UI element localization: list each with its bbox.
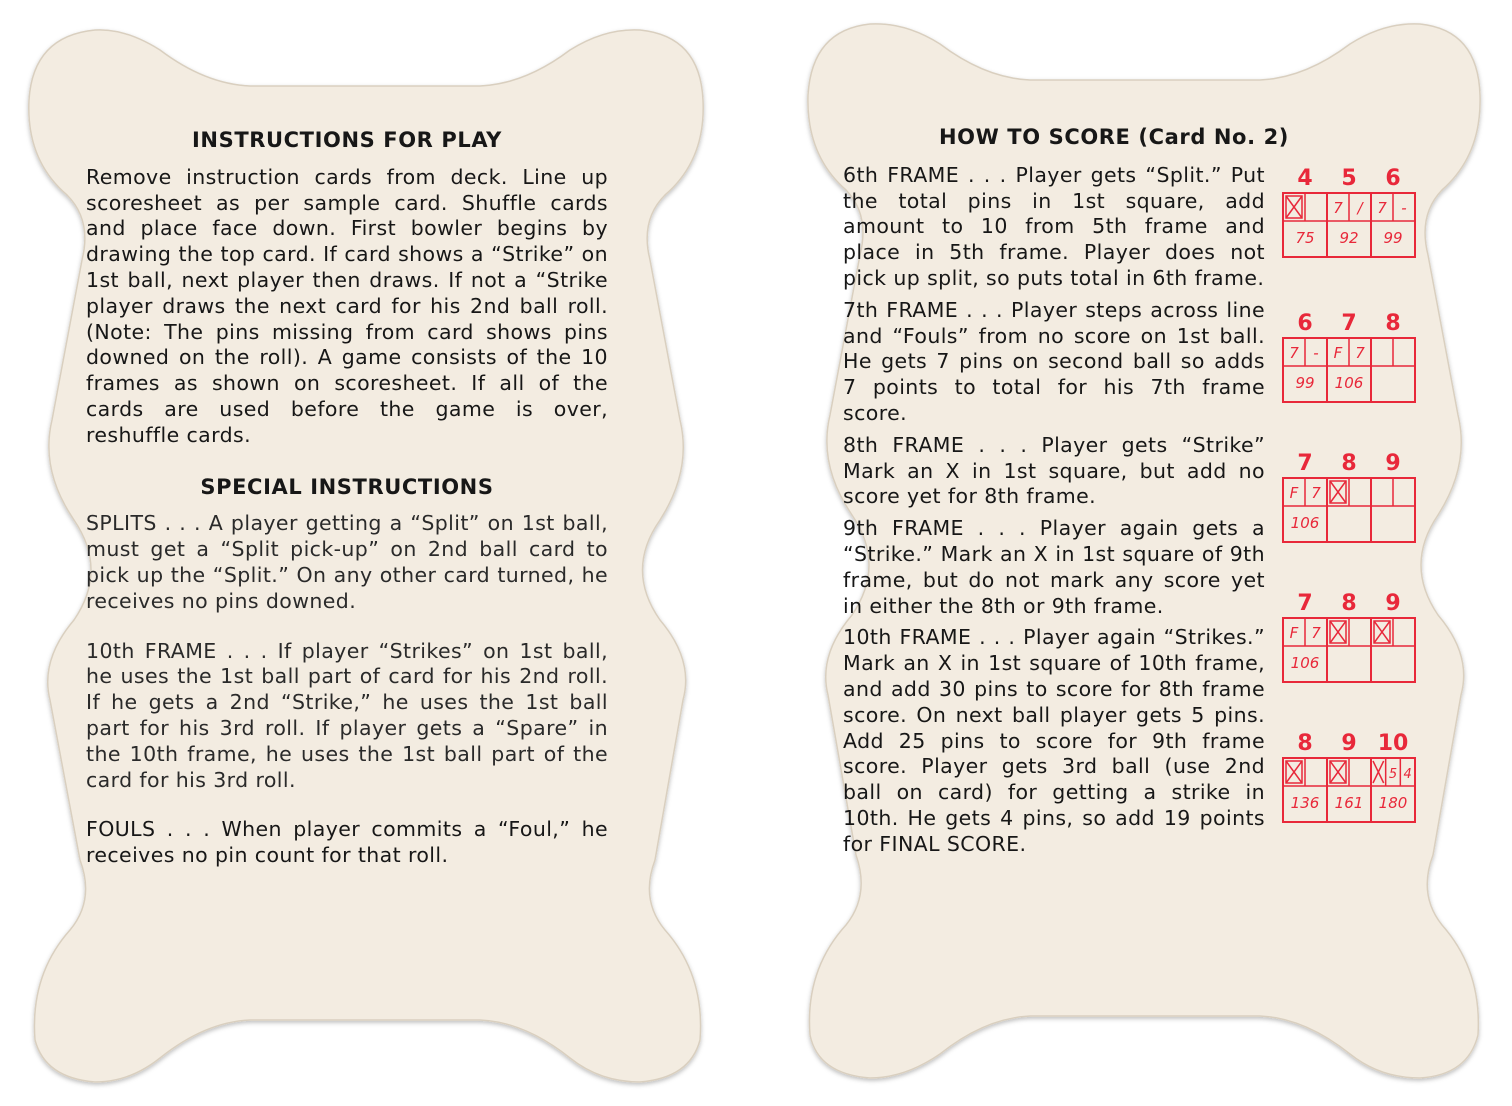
frame-score-value: 106	[1334, 374, 1364, 392]
frame-number-label: 7	[1297, 451, 1313, 476]
frame-number-label: 8	[1297, 731, 1313, 756]
frame-number-label: 6	[1297, 311, 1313, 336]
pin-mark: -	[1401, 199, 1407, 217]
frame-score-value: 106	[1290, 654, 1320, 672]
special-instructions-title: SPECIAL INSTRUCTIONS	[200, 474, 494, 499]
frame-number-label: 10	[1377, 731, 1409, 756]
pin-mark: 7	[1311, 484, 1321, 502]
pin-mark: 7	[1289, 344, 1299, 362]
frame-score-value: 106	[1290, 514, 1320, 532]
pin-mark: 5	[1388, 767, 1398, 782]
frame-number-label: 9	[1341, 731, 1357, 756]
splits-paragraph: SPLITS . . . A player getting a “Split” on 1st ball, must get a “Split pick-up” on 2nd ball card to pick up the “Split.” On any other card turned, he receives no pins downed.	[86, 511, 608, 613]
frame-number-label: 6	[1385, 166, 1401, 191]
pin-mark: F	[1289, 624, 1299, 642]
frame-score-value: 75	[1295, 229, 1315, 247]
frame-number-label: 4	[1297, 166, 1313, 191]
pin-mark: 7	[1377, 199, 1387, 217]
frame-6-paragraph: 6th FRAME . . . Player gets “Split.” Put the total pins in 1st square, add amount to 10 from 5th frame and place in 5th frame. Player does not pick up split, so puts total in 6th frame.	[843, 162, 1265, 290]
frame-number-label: 8	[1341, 451, 1357, 476]
instructions-title: INSTRUCTIONS FOR PLAY	[192, 128, 502, 152]
pin-mark: 4	[1403, 767, 1412, 782]
fouls-paragraph: FOULS . . . When player commits a “Foul,” he receives no pin count for that roll.	[86, 817, 608, 868]
pin-mark: 7	[1333, 199, 1343, 217]
tenth-frame-paragraph: 10th FRAME . . . If player “Strikes” on 1st ball, he uses the 1st ball part of card for his 2nd roll. If he gets a 2nd “Strike,” he uses the 1st ball part for his 3rd roll. If player gets a “Spare” in the 10th frame, he uses the 1st ball part of the card for his 3rd roll.	[86, 638, 608, 792]
frame-score-value: 92	[1339, 229, 1359, 247]
frame-number-label: 8	[1341, 591, 1357, 616]
frame-number-label: 8	[1385, 311, 1401, 336]
frame-number-label: 9	[1385, 451, 1401, 476]
frame-8-paragraph: 8th FRAME . . . Player gets “Strike” Mark an X in 1st square, but add no score yet for 8th frame.	[843, 432, 1265, 509]
pin-mark: -	[1313, 344, 1319, 362]
frame-score-value: 99	[1383, 229, 1403, 247]
frame-score-value: 161	[1334, 794, 1364, 812]
frame-number-label: 7	[1297, 591, 1313, 616]
pin-mark: 7	[1311, 624, 1321, 642]
pin-mark: F	[1289, 484, 1299, 502]
frame-score-value: 136	[1290, 794, 1320, 812]
frame-number-label: 5	[1341, 166, 1357, 191]
how-to-score-title: HOW TO SCORE (Card No. 2)	[939, 125, 1289, 149]
frame-score-value: 99	[1295, 374, 1315, 392]
frame-number-label: 9	[1385, 591, 1401, 616]
frame-score-value: 180	[1378, 794, 1408, 812]
pin-mark: /	[1357, 199, 1363, 217]
frame-7-paragraph: 7th FRAME . . . Player steps across line and “Fouls” from no score on 1st ball. He gets 7 pins on second ball so adds 7 points to total for his 7th frame score.	[843, 297, 1265, 425]
pin-mark: 7	[1355, 344, 1365, 362]
instructions-intro: Remove instruction cards from deck. Line up scoresheet as per sample card. Shuffle cards and place face down. First bowler begins by drawing the top card. If card shows a “Strike” on 1st ball, next player then draws. If not a “Strike player draws the next card for his 2nd ball roll. (Note: The pins missing from card shows pins downed on the roll). A game consists of the 10 frames as shown on scoresheet. If all of the cards are used before the game is over, reshuffle cards.	[86, 164, 608, 447]
frame-10-paragraph: 10th FRAME . . . Player again “Strikes.” Mark an X in 1st square of 10th frame, and add 30 pins to score for 8th frame score. On next ball player gets 5 pins. Add 25 pins to score for 9th frame score. Player gets 3rd ball (use 2nd ball on card) for getting a strike in 10th. He gets 4 pins, so add 19 points for FINAL SCORE.	[843, 625, 1265, 856]
frame-9-paragraph: 9th FRAME . . . Player again gets a “Strike.” Mark an X in 1st square of 9th frame, but do not mark any score yet in either the 8th or 9th frame.	[843, 516, 1265, 618]
frame-number-label: 7	[1341, 311, 1357, 336]
pin-mark: F	[1333, 344, 1343, 362]
